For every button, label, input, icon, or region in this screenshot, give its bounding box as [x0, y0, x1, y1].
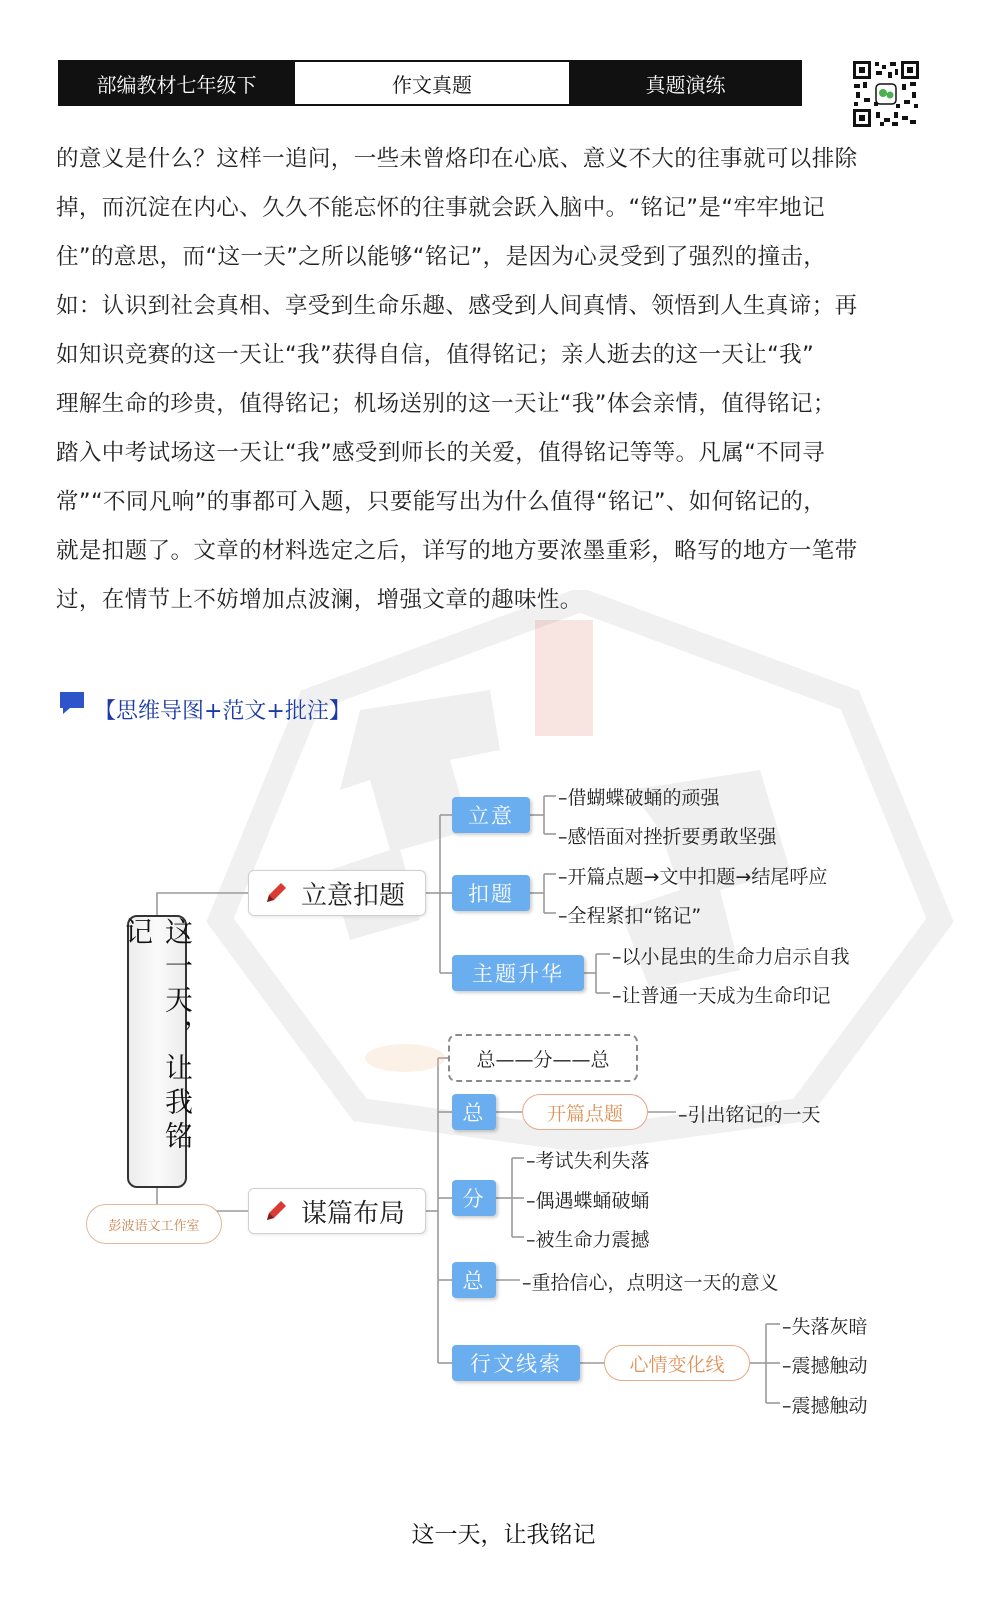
mindmap-root [121, 915, 194, 1188]
paragraph-line: 就是扣题了。文章的材料选定之后，详写的地方要浓墨重彩，略写的地方一笔带 [56, 538, 858, 564]
leaf: –震撼触动 [782, 1355, 868, 1377]
tag-zong-close: 总 [452, 1262, 496, 1298]
leaf: –开篇点题→文中扣题→结尾呼应 [558, 866, 828, 888]
tag-fen: 分 [452, 1180, 496, 1216]
paragraph-line: 常”“不同凡响”的事都可入题，只要能写出为什么值得“铭记”、如何铭记的， [56, 489, 827, 515]
pill-open-topic: 开篇点题 [522, 1094, 648, 1130]
header-bar [58, 60, 802, 106]
pencil-icon [263, 1198, 289, 1224]
paragraph-line: 如知识竞赛的这一天让“我”获得自信，值得铭记；亲人逝去的这一天让“我” [56, 342, 815, 368]
paragraph-line: 过，在情节上不妨增加点波澜，增强文章的趣味性。 [56, 587, 583, 613]
studio-label: 彭波语文工作室 [86, 1204, 222, 1244]
leaf: –被生命力震撼 [526, 1229, 650, 1251]
header-practice: 真题演练 [571, 62, 800, 104]
paragraph-line: 踏入中考试场这一天让“我”感受到师长的关爱，值得铭记等等。凡属“不同寻 [56, 440, 825, 466]
root-title: 这一天，让我铭记 [121, 917, 194, 1155]
leaf: –震撼触动 [782, 1395, 868, 1417]
header-grade: 部编教材七年级下 [60, 62, 293, 104]
leaf: –重拾信心，点明这一天的意义 [522, 1272, 779, 1294]
branch-structure [248, 1188, 426, 1234]
leaf: –引出铭记的一天 [678, 1104, 821, 1126]
leaf: –失落灰暗 [782, 1316, 868, 1338]
leaf: –以小昆虫的生命力启示自我 [612, 946, 850, 968]
essay-title: 这一天，让我铭记 [411, 1522, 596, 1548]
leaf: –让普通一天成为生命印记 [612, 985, 831, 1007]
section-title: 【思维导图+范文+批注】 [94, 699, 351, 724]
paragraph-line: 理解生命的珍贵，值得铭记；机场送别的这一天让“我”体会亲情，值得铭记； [56, 391, 836, 417]
header-category: 作文真题 [293, 62, 571, 104]
branch-theme-label: 立意扣题 [301, 880, 406, 911]
comment-icon [58, 690, 88, 716]
paragraph-line: 住”的意思，而“这一天”之所以能够“铭记”，是因为心灵受到了强烈的撞击， [56, 244, 827, 270]
tag-zong-open: 总 [452, 1094, 496, 1130]
tag-kouti: 扣题 [452, 875, 530, 911]
leaf: –借蝴蝶破蛹的顽强 [558, 787, 720, 809]
leaf: –偶遇蝶蛹破蛹 [526, 1190, 650, 1212]
paragraph-line: 如：认识到社会真相、享受到生命乐趣、感受到人间真情、领悟到人生真谛；再 [56, 293, 858, 319]
paragraph-line: 的意义是什么？这样一追问，一些未曾烙印在心底、意义不大的往事就可以排除 [56, 146, 858, 172]
structure-box: 总——分——总 [448, 1034, 638, 1082]
branch-structure-label: 谋篇布局 [301, 1198, 406, 1229]
qr-code [852, 60, 920, 128]
tag-theme-elevation: 主题升华 [452, 955, 584, 991]
branch-theme [248, 870, 426, 916]
pencil-icon [263, 880, 289, 906]
essay-guidance-paragraph [56, 135, 926, 625]
pill-mood-line: 心情变化线 [604, 1345, 750, 1381]
leaf: –考试失利失落 [526, 1150, 650, 1172]
paragraph-line: 掉，而沉淀在内心、久久不能忘怀的往事就会跃入脑中。“铭记”是“牢牢地记 [56, 195, 825, 221]
leaf: –感悟面对挫折要勇敢坚强 [558, 826, 777, 848]
tag-lixi: 立意 [452, 797, 530, 833]
tag-clue: 行文线索 [452, 1345, 580, 1381]
leaf: –全程紧扣“铭记” [558, 905, 702, 927]
